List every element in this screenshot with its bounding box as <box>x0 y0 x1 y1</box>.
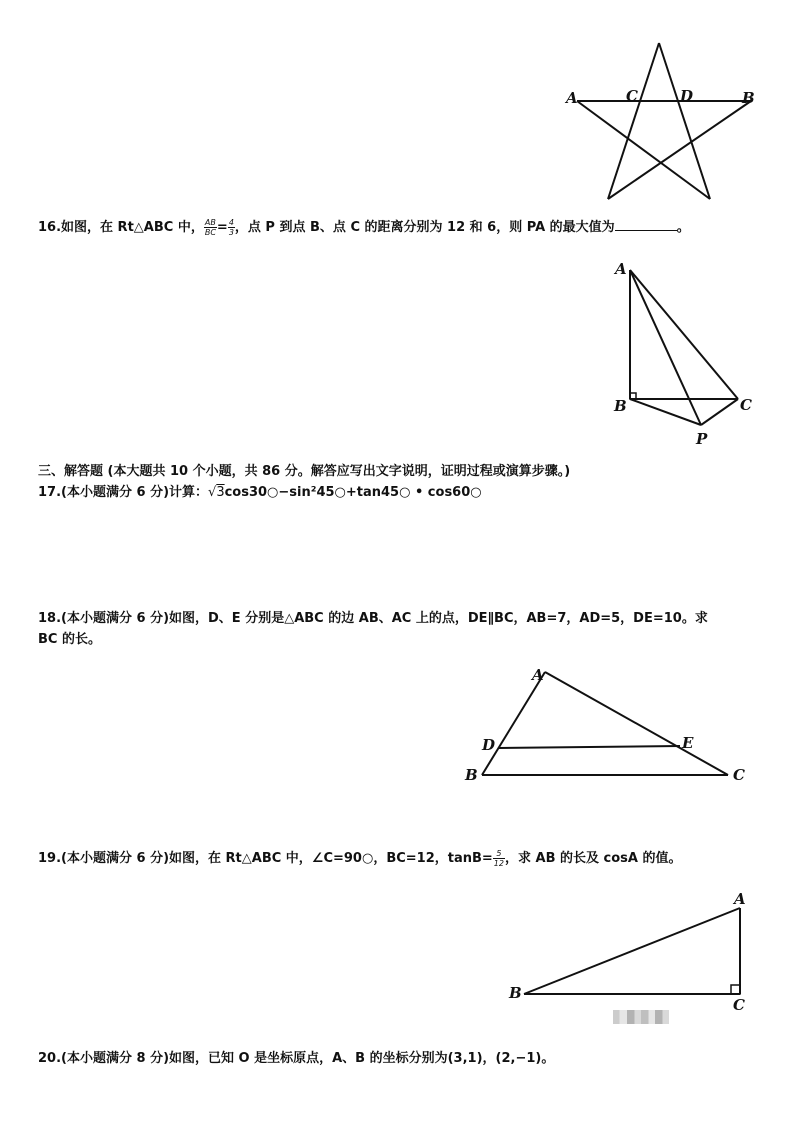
q17-sqrt <box>208 485 225 500</box>
question-18-line-1: 18.(本小题满分 6 分)如图，D、E 分别是△ABC 的边 AB、AC 上的点，DE∥BC，AB=7，AD=5，DE=10。求 <box>38 611 708 626</box>
q16-end: 。 <box>676 220 690 235</box>
fig16-label-c: C <box>740 396 752 414</box>
star-label-a: A <box>566 89 578 107</box>
question-17 <box>38 483 482 503</box>
q16-frac-denominator: BC <box>204 228 216 237</box>
q16-frac-numerator: AB <box>204 218 216 227</box>
q16-value-numerator: 4 <box>228 218 234 227</box>
question-19 <box>38 849 682 869</box>
fig18-label-e: E <box>682 734 694 752</box>
q16-answer-blank[interactable] <box>615 216 677 231</box>
star-label-c: C <box>626 87 638 105</box>
q16-value-denominator: 3 <box>228 228 234 237</box>
q16-value-fraction <box>228 218 235 237</box>
sqrt-icon: √ <box>208 485 217 500</box>
fig19-label-b: B <box>509 984 522 1002</box>
q16-equals: = <box>216 220 228 235</box>
fig16-label-b: B <box>614 397 627 415</box>
question-16 <box>38 216 690 238</box>
q19-frac-denominator: 12 <box>493 859 504 868</box>
section-3-heading: 三、解答题 (本大题共 10 个小题，共 86 分。解答应写出文字说明，证明过程或演算步骤。) <box>38 464 571 479</box>
fig16-label-a: A <box>615 260 627 278</box>
fig18-label-a: A <box>532 666 544 684</box>
q19-tan-fraction <box>493 849 505 868</box>
fig19-label-c: C <box>733 996 745 1014</box>
fig18-label-c: C <box>733 766 745 784</box>
q19-figure <box>500 888 770 1018</box>
q16-text-before: 如图，在 Rt△ABC 中， <box>61 220 204 235</box>
star-label-d: D <box>680 87 694 105</box>
q19-text-after: ，求 AB 的长及 cosA 的值。 <box>504 851 682 866</box>
question-20: 20.(本小题满分 8 分)如图，已知 O 是坐标原点，A、B 的坐标分别为(3,1)，(2,−1)。 <box>38 1051 555 1066</box>
q16-ratio-fraction <box>204 218 217 237</box>
q17-sqrt-radicand: 3 <box>216 485 225 500</box>
q18-figure <box>460 662 760 792</box>
fig18-label-b: B <box>465 766 478 784</box>
q17-expression: cos30○−sin²45○+tan45○ • cos60○ <box>224 485 482 500</box>
q17-prefix: 17.(本小题满分 6 分)计算： <box>38 485 209 500</box>
fig19-label-a: A <box>734 890 746 908</box>
q19-frac-numerator: 5 <box>493 849 505 859</box>
q16-figure <box>608 258 768 450</box>
q16-text-after: ，点 P 到点 B、点 C 的距离分别为 12 和 6，则 PA 的最大值为 <box>234 220 615 235</box>
star-figure <box>560 38 760 208</box>
blurred-watermark <box>613 1010 669 1024</box>
q16-number: 16. <box>38 220 62 235</box>
star-label-b: B <box>742 89 755 107</box>
fig18-label-d: D <box>482 736 496 754</box>
fig16-label-p: P <box>696 430 708 448</box>
question-18-line-2: BC 的长。 <box>38 632 101 647</box>
q19-text-before: 19.(本小题满分 6 分)如图，在 Rt△ABC 中，∠C=90○，BC=12，tanB= <box>38 851 493 866</box>
